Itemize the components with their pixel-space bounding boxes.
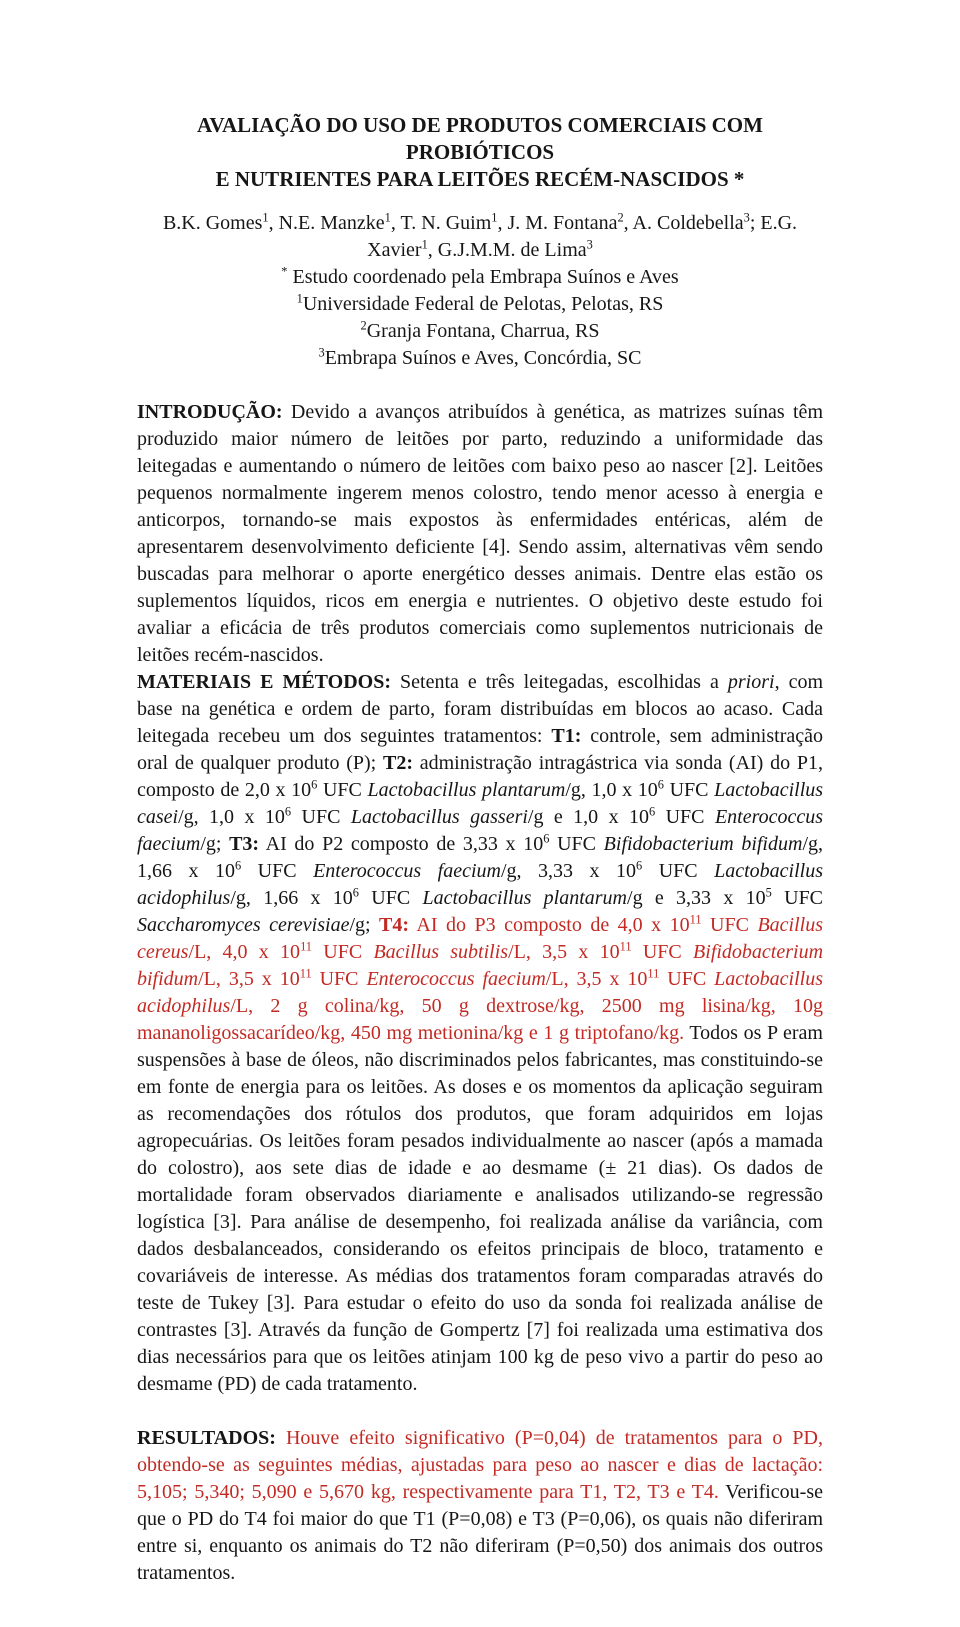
author-affiliation-block bbox=[137, 210, 823, 372]
authors-line-1: B.K. Gomes$^1$, N.E. Manzke$^1$, T. N. Guim$^1$, J. M. Fontana$^2$, A. Coldebella$^3$; E.G. bbox=[162, 210, 798, 234]
paper-title bbox=[137, 112, 823, 193]
affiliation-study-note: * Estudo coordenado pela Embrapa Suínos e Aves bbox=[281, 264, 679, 288]
affiliation-3: $^3$Embrapa Suínos e Aves, Concórdia, SC bbox=[318, 345, 642, 369]
authors-line-2: Xavier$^1$, G.J.M.M. de Lima$^3$ bbox=[367, 237, 593, 261]
paper-title-line-1: AVALIAÇÃO DO USO DE PRODUTOS COMERCIAIS COM PROBIÓTICOS bbox=[197, 113, 763, 164]
paragraph-resultados: RESULTADOS: Houve efeito significativo (P=0,04) de tratamentos para o PD, obtendo-se as seguintes médias, ajustadas para peso ao nascer e dias de lactação: 5,105; 5,340; 5,090 e 5,670 kg, respectivamente para T1, T2, T3 e T4. Verificou-se que o PD do T4 foi maior do que T1 (P=0,08) e T3 (P=0,06), os quais não diferiram entre si, enquanto os animais do T2 não diferiram (P=0,50) dos animais dos outros tratamentos. bbox=[137, 1427, 824, 1584]
affiliation-1: $^1$Universidade Federal de Pelotas, Pelotas, RS bbox=[296, 291, 664, 315]
paragraph-materiais-metodos: MATERIAIS E MÉTODOS: Setenta e três leitegadas, escolhidas a priori, com base na genética e ordem de parto, foram distribuídas em blocos ao acaso. Cada leitegada recebeu um dos seguintes tratamentos: T1: controle, sem administração oral de qualquer produto (P); T2: administração intragástrica via sonda (AI) do P1, composto de 2,0 x $10^6$ UFC Lactobacillus plantarum/g, 1,0 x $10^6$ UFC Lactobacillus casei/g, 1,0 x $10^6$ UFC Lactobacillus gasseri/g e 1,0 x $10^6$ UFC Enterococcus faecium/g; T3: AI do P2 composto de 3,33 x $10^6$ UFC Bifidobacterium bifidum/g, 1,66 x $10^6$ UFC Enterococcus faecium/g, 3,33 x $10^6$ UFC Lactobacillus acidophilus/g, 1,66 x $10^6$ UFC Lactobacillus plantarum/g e 3,33 x $10^5$ UFC Saccharomyces cerevisiae/g; T4: AI do P3 composto de 4,0 x $10^{11}$ UFC Bacillus cereus/L, 4,0 x $10^{11}$ UFC Bacillus subtilis/L, 3,5 x $10^{11}$ UFC Bifidobacterium bifidum/L, 3,5 x $10^{11}$ UFC Enterococcus faecium/L, 3,5 x $10^{11}$ UFC Lactobacillus acidophilus/L, 2 g colina/kg, 50 g dextrose/kg, 2500 mg lisina/kg, 10g mananoligossacarídeo/kg, 450 mg metionina/kg e 1 g triptofano/kg. Todos os P eram suspensões à base de óleos, não discriminados pelos fabricantes, mas constituindo-se em fonte de energia para os leitões. As doses e os momentos da aplicação seguiram as recomendações dos rótulos dos produtos, que foram adquiridos em lojas agropecuárias. Os leitões foram pesados individualmente ao nascer (após a mamada do colostro), aos sete dias de idade e ao desmame (± 21 dias). Os dados de mortalidade foram observados diariamente e analisados utilizando-se regressão logística [3]. Para análise de desempenho, foi realizada análise da variância, com dados desbalanceados, considerando os efeitos principais de bloco, tratamento e covariáveis de interesse. As médias dos tratamentos foram comparadas através do teste de Tukey [3]. Para estudar o efeito do uso da sonda foi realizada análise de contrastes [3]. Através da função de Gompertz [7] foi realizada uma estimativa dos dias necessários para que os leitões atinjam 100 kg de peso vivo a partir do peso ao desmame (PD) de cada tratamento. bbox=[137, 671, 824, 1395]
paper-title-line-2: E NUTRIENTES PARA LEITÕES RECÉM-NASCIDOS * bbox=[215, 167, 745, 191]
paragraph-introducao: INTRODUÇÃO: Devido a avanços atribuídos à genética, as matrizes suínas têm produzido maior número de leitões por parto, reduzindo a uniformidade das leitegadas e aumentando o número de leitões com baixo peso ao nascer [2]. Leitões pequenos normalmente ingerem menos colostro, tendo menor acesso à energia e anticorpos, tornando-se mais expostos às enfermidades entéricas, além de apresentarem desenvolvimento deficiente [4]. Sendo assim, alternativas vêm sendo buscadas para melhorar o aporte energético desses animais. Dentre elas estão os suplementos líquidos, ricos em energia e nutrientes. O objetivo deste estudo foi avaliar a eficácia de três produtos comerciais como suplementos nutricionais de leitões recém-nascidos. bbox=[137, 401, 823, 666]
affiliation-2: $^2$Granja Fontana, Charrua, RS bbox=[360, 318, 600, 342]
